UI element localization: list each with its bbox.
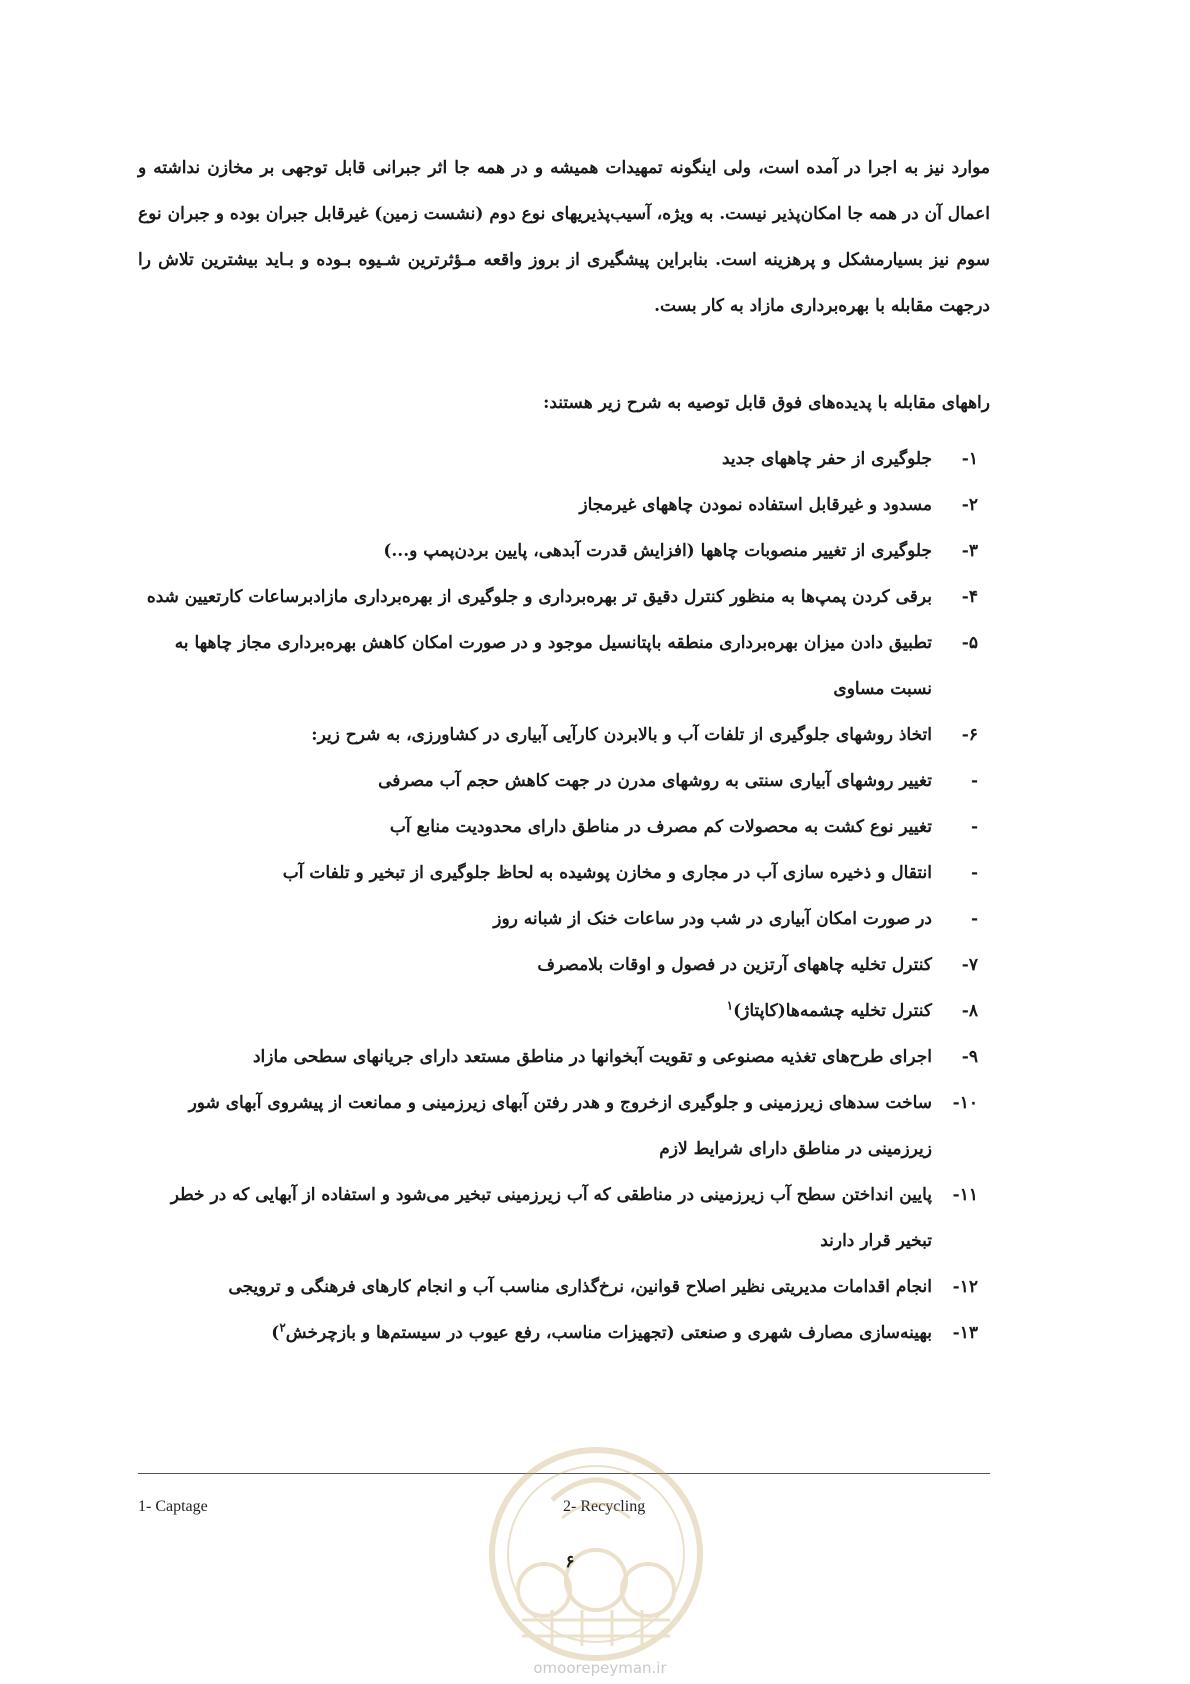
list-item-text bbox=[138, 574, 932, 620]
list-item-body: جلوگیری از حفر چاههای جدید bbox=[722, 449, 932, 469]
list-item-text bbox=[138, 1264, 932, 1310]
list-item-text bbox=[138, 1080, 932, 1172]
list-item-body: اجرای طرح‌های تغذیه مصنوعی و تقویت آبخوانها در مناطق مستعد دارای جریانهای سطحی مازاد bbox=[252, 1047, 932, 1067]
list-item-number: ۸- bbox=[961, 1001, 978, 1021]
list-item-body: در صورت امکان آبیاری در شب ودر ساعات خنک از شبانه روز bbox=[493, 909, 932, 929]
list-item-text bbox=[138, 942, 932, 988]
list-item-text bbox=[138, 712, 932, 758]
list-item-body: برقی کردن پمپ‌ها به منظور کنترل دقیق تر بهره‌برداری و جلوگیری از بهره‌برداری مازادبرساعات کارتعیین شده bbox=[146, 587, 932, 607]
list-item-text bbox=[138, 528, 932, 574]
list-item bbox=[138, 1310, 990, 1356]
list-item-body: ساخت سدهای زیرزمینی و جلوگیری ازخروج و هدر رفتن آبهای زیرزمینی و ممانعت از پیشروی آبهای شور زیرزمینی در مناطق دارای شرایط لازم bbox=[188, 1093, 932, 1159]
footnote-2: 2- Recycling bbox=[563, 1498, 646, 1515]
list-item-number: ۱۳- bbox=[952, 1323, 978, 1343]
list-item-body: کنترل تخلیه چاههای آرتزین در فصول و اوقات بلامصرف bbox=[537, 955, 932, 975]
list-item-number: ۱۲- bbox=[952, 1277, 978, 1297]
list-item-body: اتخاذ روشهای جلوگیری از تلفات آب و بالابردن کارآیی آبیاری در کشاورزی، به شرح زیر: bbox=[311, 725, 932, 745]
list-item-text bbox=[138, 896, 932, 942]
list-item bbox=[138, 1172, 990, 1264]
list-item-text bbox=[138, 620, 932, 712]
sub-list-item bbox=[138, 758, 990, 804]
list-item-number: ۱۱- bbox=[952, 1185, 978, 1205]
list-item-body: پایین انداختن سطح آب زیرزمینی در مناطقی که آب زیرزمینی تبخیر می‌شود و استفاده از آبهایی که در خطر تبخیر قرار دارند bbox=[170, 1185, 932, 1251]
footnote-marker: ۱ bbox=[726, 998, 734, 1013]
list-item-number: ۱۰- bbox=[952, 1093, 978, 1113]
page-number: ۶ bbox=[565, 1552, 575, 1572]
list-item-body: تغییر روشهای آبیاری سنتی به روشهای مدرن در جهت کاهش حجم آب مصرفی bbox=[378, 771, 932, 791]
list-item bbox=[138, 528, 990, 574]
list-item bbox=[138, 712, 990, 758]
list-item bbox=[138, 1264, 990, 1310]
watermark-url: omoorepeyman.ir bbox=[533, 1659, 667, 1677]
list-item-number: - bbox=[970, 771, 978, 791]
list-item bbox=[138, 1080, 990, 1172]
list-item-number: ۵- bbox=[961, 633, 978, 653]
list-item-text bbox=[138, 804, 932, 850]
footnote-1: 1- Captage bbox=[138, 1498, 208, 1515]
list-item-text bbox=[138, 850, 932, 896]
list-item bbox=[138, 436, 990, 482]
list-item bbox=[138, 988, 990, 1034]
list-item-body: انجام اقدامات مدیریتی نظیر اصلاح قوانین، نرخ‌گذاری مناسب آب و انجام کارهای فرهنگی و ترویجی bbox=[228, 1277, 932, 1297]
list-item-number: - bbox=[970, 863, 978, 883]
footnote-marker: ۲ bbox=[279, 1320, 286, 1335]
sub-list-item bbox=[138, 804, 990, 850]
list-item-number: ۹- bbox=[961, 1047, 978, 1067]
list-item-number: ۱- bbox=[961, 449, 978, 469]
list-item-number: ۴- bbox=[961, 587, 978, 607]
recommendation-list bbox=[138, 436, 990, 1356]
list-item-number: - bbox=[970, 909, 978, 929]
list-item-number: ۳- bbox=[961, 541, 978, 561]
list-item bbox=[138, 574, 990, 620]
list-item bbox=[138, 620, 990, 712]
list-item bbox=[138, 482, 990, 528]
body-paragraph: موارد نیز به اجرا در آمده است، ولی اینگونه تمهیدات همیشه و در همه جا اثر جبرانی قابل توجهی بر مخازن نداشته و اعمال آن در همه جا امکان‌پذیر نیست. به ویژه، آسیب‌پذیریهای نوع دوم (نشست زمین) غیرقابل جبران بوده و جبران نوع سوم نیز بسیارمشکل و پرهزینه است. بنابراین پیشگیری از بروز واقعه مـؤثرترین شـیوه بـوده و بـاید بیشترین تلاش را درجهت مقابله با بهره‌برداری مازاد به کار بست. bbox=[138, 158, 990, 316]
list-item-tail: ) bbox=[271, 1323, 280, 1343]
list-item-number: ۶- bbox=[961, 725, 978, 745]
watermark-seal-icon bbox=[482, 1440, 710, 1668]
list-item-body: بهینه‌سازی مصارف شهری و صنعتی (تجهیزات مناسب، رفع عیوب در سیستم‌ها و بازچرخش bbox=[285, 1323, 932, 1343]
list-item-body: تغییر نوع کشت به محصولات کم مصرف در مناطق دارای محدودیت منابع آب bbox=[389, 817, 932, 837]
sub-list-item bbox=[138, 896, 990, 942]
list-item-text bbox=[138, 436, 932, 482]
list-item-text bbox=[138, 988, 932, 1034]
list-item-text bbox=[138, 1172, 932, 1264]
list-item-text bbox=[138, 482, 932, 528]
list-item-number: ۲- bbox=[961, 495, 978, 515]
list-item-text bbox=[138, 1310, 932, 1356]
list-item-body: کنترل تخلیه چشمه‌ها(کاپتاژ) bbox=[733, 1001, 932, 1021]
list-intro: راههای مقابله با پدیده‌های فوق قابل توصیه به شرح زیر هستند: bbox=[543, 393, 990, 413]
sub-list-item bbox=[138, 850, 990, 896]
list-item-body: تطبیق دادن میزان بهره‌برداری منطقه باپتانسیل موجود و در صورت امکان کاهش بهره‌برداری مجاز چاهها به نسبت مساوی bbox=[174, 633, 932, 699]
list-item bbox=[138, 1034, 990, 1080]
list-item-number: - bbox=[970, 817, 978, 837]
list-item-text bbox=[138, 1034, 932, 1080]
list-item-number: ۷- bbox=[961, 955, 978, 975]
list-item-text bbox=[138, 758, 932, 804]
list-item bbox=[138, 942, 990, 988]
list-item-body: مسدود و غیرقابل استفاده نمودن چاههای غیرمجاز bbox=[579, 495, 932, 515]
list-item-body: انتقال و ذخیره سازی آب در مجاری و مخازن پوشیده به لحاظ جلوگیری از تبخیر و تلفات آب bbox=[282, 863, 932, 883]
list-item-body: جلوگیری از تغییر منصوبات چاهها (افزایش قدرت آبدهی، پایین بردن‌پمپ و...) bbox=[383, 541, 932, 561]
